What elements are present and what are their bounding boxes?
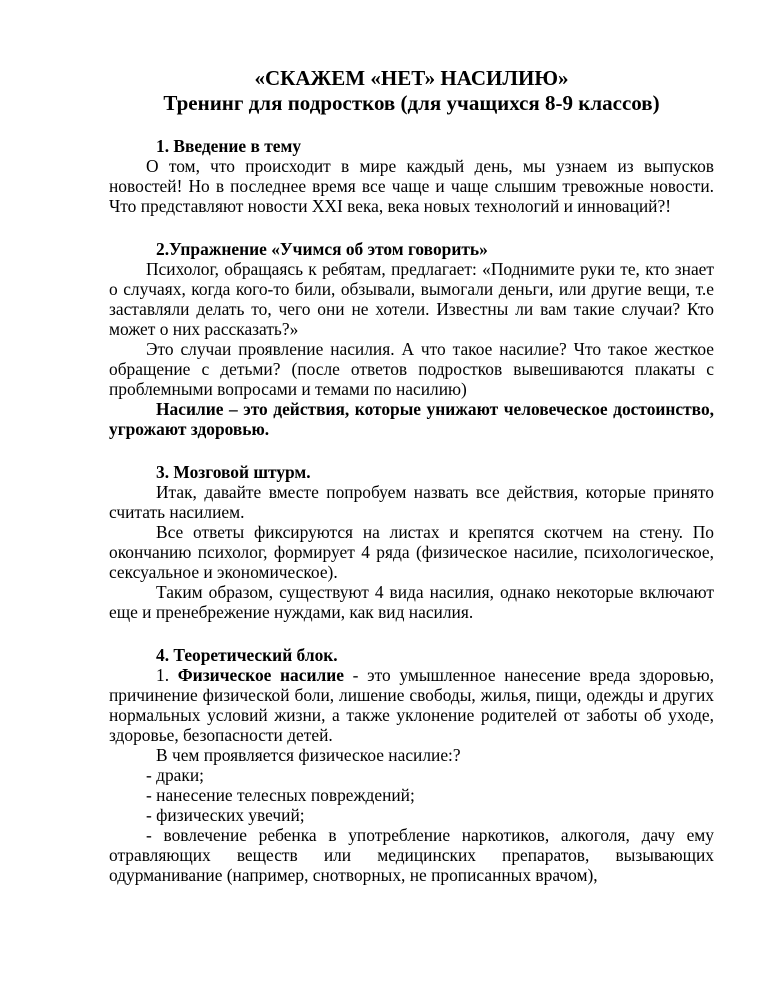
intro-paragraph: О том, что происходит в мире каждый день, мы узнаем из выпусков новостей! Но в последнее время все чаще и чаще слышим тревожные новости. Что представляют новости XXI века, века новых технологий и инноваций?! xyxy=(109,156,714,216)
list-item-long: - вовлечение ребенка в употребление наркотиков, алкоголя, дачу ему отравляющих веществ или медицинских препаратов, вызывающих одурманивание (например, снотворных, не прописанных врачом), xyxy=(109,825,714,885)
list-item: - нанесение телесных повреждений; xyxy=(146,785,415,805)
document-subtitle: Тренинг для подростков (для учащихся 8-9 классов) xyxy=(163,91,660,115)
exercise-paragraph-1: Психолог, обращаясь к ребятам, предлагает: «Поднимите руки те, кто знает о случаях, когда кого-то били, обзывали, вымогали деньги, или другие вещи, т.е заставляли делать то, чего они не хотели. Известны ли вам такие случаи? Кто может о них рассказать?» xyxy=(109,259,714,339)
spacer xyxy=(109,622,714,645)
list-item: - драки; xyxy=(146,765,204,785)
brainstorm-paragraph-3: Таким образом, существуют 4 вида насилия, однако некоторые включают еще и пренебрежение нуждами, как вид насилия. xyxy=(109,582,714,622)
exercise-paragraph-2: Это случаи проявление насилия. А что такое насилие? Что такое жесткое обращение с детьми? (после ответов подростков вывешиваются плакаты с проблемными вопросами и темами по насилию) xyxy=(109,339,714,399)
brainstorm-paragraph-2: Все ответы фиксируются на листах и крепятся скотчем на стену. По окончанию психолог, формирует 4 ряда (физическое насилие, психологическое, сексуальное и экономическое). xyxy=(109,522,714,582)
section-heading-intro: 1. Введение в тему xyxy=(156,136,302,156)
section-heading-theory: 4. Теоретический блок. xyxy=(156,645,338,665)
term-physical-violence: Физическое насилие xyxy=(177,665,344,685)
brainstorm-paragraph-1: Итак, давайте вместе попробуем назвать все действия, которые принято считать насилием. xyxy=(109,482,714,522)
section-heading-brainstorm: 3. Мозговой штурм. xyxy=(156,462,311,482)
list-number: 1. xyxy=(156,665,170,685)
list-item: - физических увечий; xyxy=(146,805,305,825)
spacer xyxy=(109,439,714,462)
section-heading-exercise: 2.Упражнение «Учимся об этом говорить» xyxy=(156,239,488,259)
violence-definition: Насилие – это действия, которые унижают человеческое достоинство, угрожают здоровью. xyxy=(109,399,714,439)
document-title: «СКАЖЕМ «НЕТ» НАСИЛИЮ» xyxy=(254,66,569,90)
theory-paragraph-1 xyxy=(109,665,714,745)
theory-question: В чем проявляется физическое насилие:? xyxy=(156,745,461,765)
spacer xyxy=(109,216,714,239)
theory-definition-text: - это умышленное нанесение вреда здоровью, причинение физической боли, лишение свободы, жилья, пищи, одежды и других нормальных условий жизни, а также уклонение родителей от заботы об уходе, здоровье, безопасности детей. xyxy=(109,665,714,745)
document-page xyxy=(109,66,714,885)
